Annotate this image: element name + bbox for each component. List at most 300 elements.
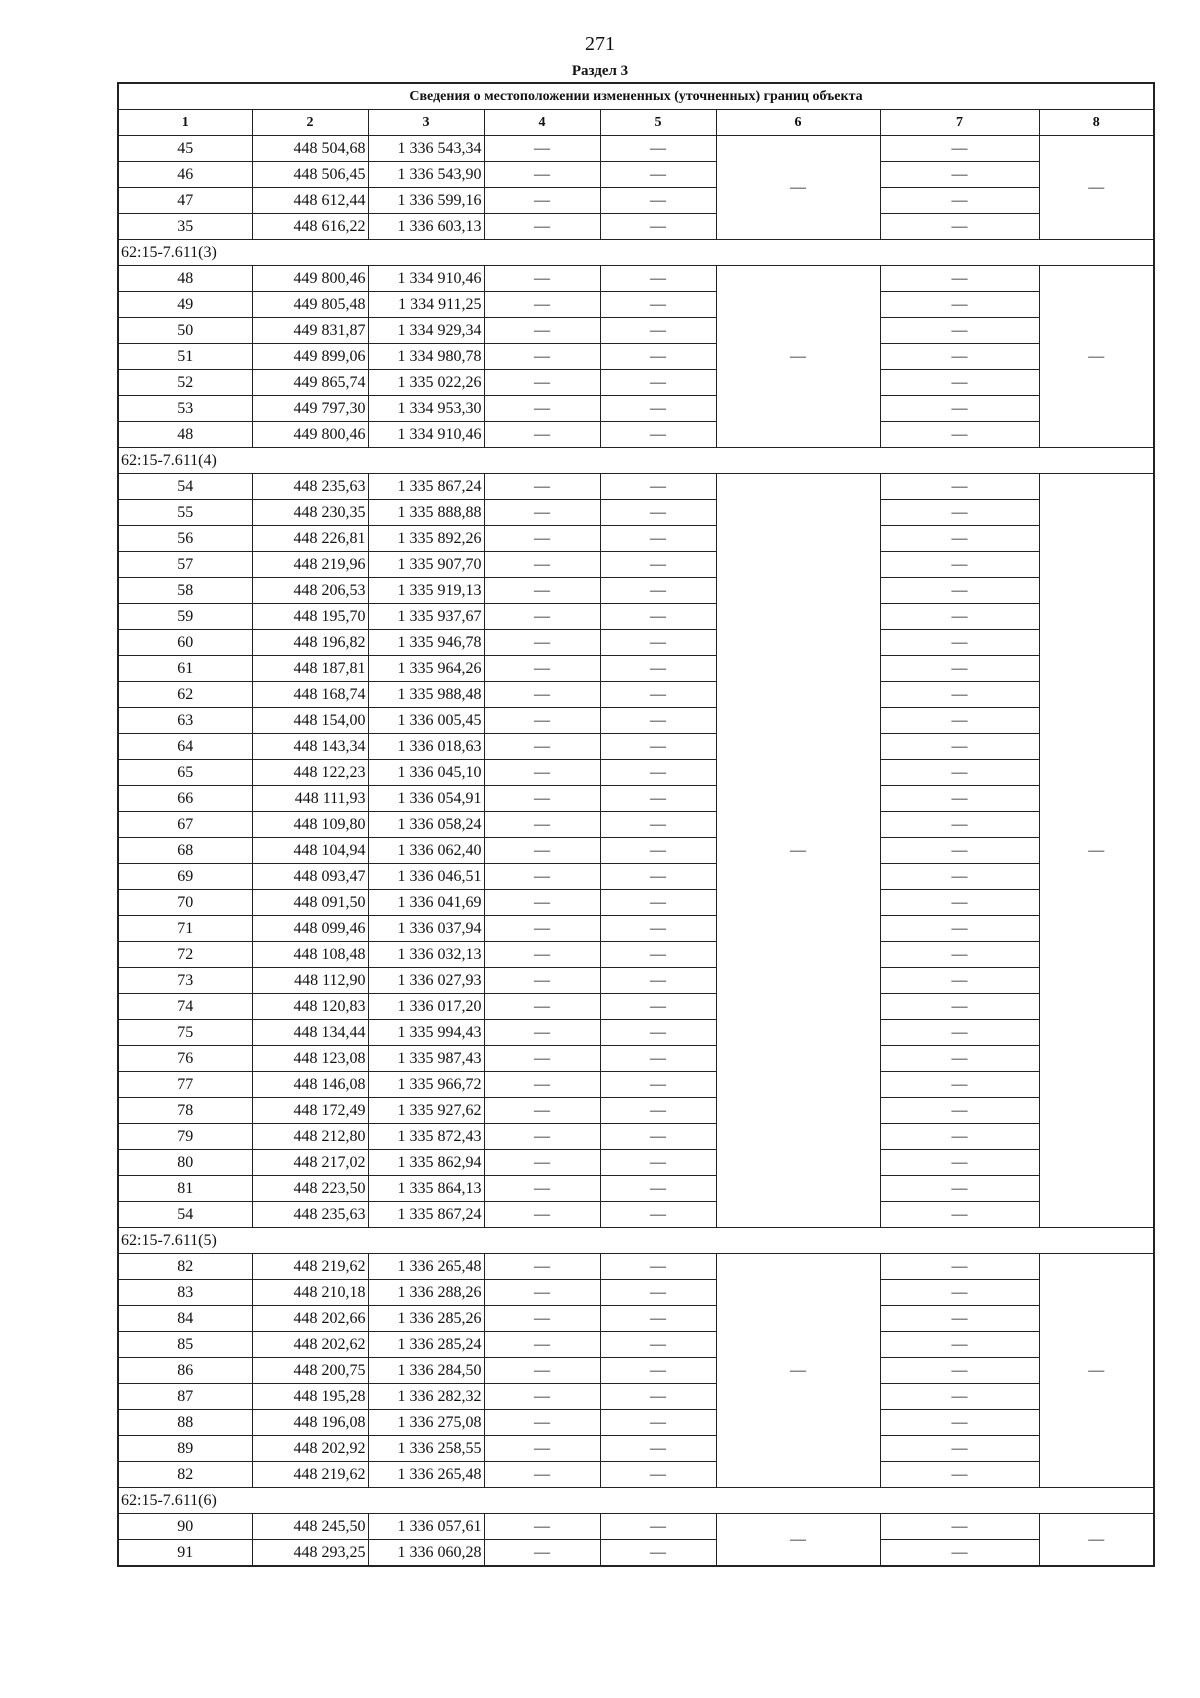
y-coordinate-cell: 1 336 045,10 <box>368 760 484 786</box>
point-number-cell: 57 <box>118 552 252 578</box>
point-number-cell: 52 <box>118 370 252 396</box>
y-coordinate-cell: 1 336 285,24 <box>368 1332 484 1358</box>
y-coordinate-cell: 1 336 265,48 <box>368 1254 484 1280</box>
dash-cell: — <box>484 526 600 552</box>
dash-cell: — <box>600 1332 716 1358</box>
x-coordinate-cell: 448 293,25 <box>252 1540 368 1567</box>
table-row <box>118 786 1154 812</box>
x-coordinate-cell: 449 797,30 <box>252 396 368 422</box>
dash-cell: — <box>484 1072 600 1098</box>
dash-cell: — <box>484 604 600 630</box>
table-row <box>118 500 1154 526</box>
dash-cell: — <box>880 890 1039 916</box>
y-coordinate-cell: 1 335 867,24 <box>368 474 484 500</box>
dash-cell: — <box>880 1280 1039 1306</box>
dash-cell: — <box>880 1384 1039 1410</box>
x-coordinate-cell: 448 104,94 <box>252 838 368 864</box>
dash-cell: — <box>600 1124 716 1150</box>
x-coordinate-cell: 448 202,66 <box>252 1306 368 1332</box>
table-row <box>118 1410 1154 1436</box>
dash-cell: — <box>484 266 600 292</box>
point-number-cell: 82 <box>118 1462 252 1488</box>
dash-cell: — <box>880 266 1039 292</box>
column-header: 6 <box>716 110 880 136</box>
dash-cell: — <box>880 292 1039 318</box>
dash-cell: — <box>484 1358 600 1384</box>
y-coordinate-cell: 1 335 888,88 <box>368 500 484 526</box>
y-coordinate-cell: 1 336 265,48 <box>368 1462 484 1488</box>
dash-cell: — <box>880 578 1039 604</box>
x-coordinate-cell: 448 143,34 <box>252 734 368 760</box>
x-coordinate-cell: 448 210,18 <box>252 1280 368 1306</box>
point-number-cell: 74 <box>118 994 252 1020</box>
column-header: 2 <box>252 110 368 136</box>
dash-cell: — <box>484 318 600 344</box>
y-coordinate-cell: 1 335 988,48 <box>368 682 484 708</box>
x-coordinate-cell: 448 093,47 <box>252 864 368 890</box>
dash-cell: — <box>880 1124 1039 1150</box>
dash-cell: — <box>484 968 600 994</box>
x-coordinate-cell: 449 831,87 <box>252 318 368 344</box>
dash-cell: — <box>880 1410 1039 1436</box>
point-number-cell: 83 <box>118 1280 252 1306</box>
table-row <box>118 1358 1154 1384</box>
y-coordinate-cell: 1 335 946,78 <box>368 630 484 656</box>
y-coordinate-cell: 1 335 987,43 <box>368 1046 484 1072</box>
y-coordinate-cell: 1 336 027,93 <box>368 968 484 994</box>
dash-cell: — <box>484 578 600 604</box>
dash-cell: — <box>880 630 1039 656</box>
dash-cell: — <box>484 1280 600 1306</box>
dash-cell: — <box>600 812 716 838</box>
point-number-cell: 60 <box>118 630 252 656</box>
dash-cell: — <box>484 656 600 682</box>
y-coordinate-cell: 1 336 005,45 <box>368 708 484 734</box>
point-number-cell: 45 <box>118 136 252 162</box>
point-number-cell: 61 <box>118 656 252 682</box>
table-row <box>118 1462 1154 1488</box>
table-row <box>118 1124 1154 1150</box>
dash-cell: — <box>600 1358 716 1384</box>
table-row <box>118 578 1154 604</box>
y-coordinate-cell: 1 336 062,40 <box>368 838 484 864</box>
y-coordinate-cell: 1 335 964,26 <box>368 656 484 682</box>
dash-cell: — <box>484 1306 600 1332</box>
dash-cell: — <box>600 968 716 994</box>
y-coordinate-cell: 1 335 867,24 <box>368 1202 484 1228</box>
point-number-cell: 48 <box>118 266 252 292</box>
table-body <box>118 136 1154 1567</box>
y-coordinate-cell: 1 335 994,43 <box>368 1020 484 1046</box>
table-row <box>118 1514 1154 1540</box>
dash-cell: — <box>880 812 1039 838</box>
dash-cell: — <box>600 1046 716 1072</box>
y-coordinate-cell: 1 336 057,61 <box>368 1514 484 1540</box>
x-coordinate-cell: 448 122,23 <box>252 760 368 786</box>
table-caption: Сведения о местоположении измененных (уточненных) границ объекта <box>118 83 1154 110</box>
table-row <box>118 630 1154 656</box>
y-coordinate-cell: 1 336 599,16 <box>368 188 484 214</box>
point-number-cell: 47 <box>118 188 252 214</box>
dash-cell: — <box>880 136 1039 162</box>
dash-cell: — <box>600 1202 716 1228</box>
dash-cell: — <box>880 344 1039 370</box>
dash-cell: — <box>880 656 1039 682</box>
dash-cell: — <box>484 916 600 942</box>
dash-cell: — <box>880 916 1039 942</box>
point-number-cell: 80 <box>118 1150 252 1176</box>
dash-cell: — <box>484 760 600 786</box>
dash-cell: — <box>484 682 600 708</box>
dash-cell: — <box>484 552 600 578</box>
coordinates-table <box>117 82 1155 1567</box>
x-coordinate-cell: 448 226,81 <box>252 526 368 552</box>
dash-cell: — <box>880 968 1039 994</box>
point-number-cell: 54 <box>118 474 252 500</box>
dash-cell: — <box>600 396 716 422</box>
dash-cell: — <box>600 526 716 552</box>
dash-cell: — <box>880 604 1039 630</box>
merged-dash-cell: — <box>716 474 880 1228</box>
table-row <box>118 734 1154 760</box>
dash-cell: — <box>484 1332 600 1358</box>
column-header: 8 <box>1039 110 1154 136</box>
table-row <box>118 1202 1154 1228</box>
parcel-group-row <box>118 1488 1154 1514</box>
point-number-cell: 56 <box>118 526 252 552</box>
dash-cell: — <box>484 864 600 890</box>
dash-cell: — <box>484 1514 600 1540</box>
dash-cell: — <box>600 786 716 812</box>
dash-cell: — <box>600 1436 716 1462</box>
y-coordinate-cell: 1 336 288,26 <box>368 1280 484 1306</box>
dash-cell: — <box>880 1254 1039 1280</box>
table-row <box>118 604 1154 630</box>
parcel-group-row <box>118 240 1154 266</box>
dash-cell: — <box>484 812 600 838</box>
dash-cell: — <box>484 162 600 188</box>
table-row <box>118 864 1154 890</box>
dash-cell: — <box>880 838 1039 864</box>
dash-cell: — <box>484 838 600 864</box>
x-coordinate-cell: 448 219,96 <box>252 552 368 578</box>
y-coordinate-cell: 1 336 284,50 <box>368 1358 484 1384</box>
dash-cell: — <box>600 552 716 578</box>
dash-cell: — <box>880 188 1039 214</box>
y-coordinate-cell: 1 336 058,24 <box>368 812 484 838</box>
point-number-cell: 84 <box>118 1306 252 1332</box>
table-row <box>118 1254 1154 1280</box>
y-coordinate-cell: 1 336 275,08 <box>368 1410 484 1436</box>
x-coordinate-cell: 448 612,44 <box>252 188 368 214</box>
point-number-cell: 53 <box>118 396 252 422</box>
table-row <box>118 760 1154 786</box>
column-header: 4 <box>484 110 600 136</box>
dash-cell: — <box>484 474 600 500</box>
dash-cell: — <box>484 1410 600 1436</box>
table-row <box>118 1020 1154 1046</box>
point-number-cell: 35 <box>118 214 252 240</box>
dash-cell: — <box>600 162 716 188</box>
merged-dash-cell: — <box>1039 266 1154 448</box>
table-row <box>118 318 1154 344</box>
dash-cell: — <box>600 942 716 968</box>
x-coordinate-cell: 448 168,74 <box>252 682 368 708</box>
dash-cell: — <box>600 916 716 942</box>
dash-cell: — <box>600 188 716 214</box>
x-coordinate-cell: 448 195,28 <box>252 1384 368 1410</box>
dash-cell: — <box>880 318 1039 344</box>
table-row <box>118 1176 1154 1202</box>
dash-cell: — <box>880 1150 1039 1176</box>
dash-cell: — <box>880 162 1039 188</box>
dash-cell: — <box>880 1540 1039 1567</box>
dash-cell: — <box>880 760 1039 786</box>
table-row <box>118 942 1154 968</box>
y-coordinate-cell: 1 334 910,46 <box>368 266 484 292</box>
x-coordinate-cell: 448 202,92 <box>252 1436 368 1462</box>
merged-dash-cell: — <box>1039 474 1154 1228</box>
dash-cell: — <box>600 1020 716 1046</box>
table-row <box>118 890 1154 916</box>
table-row <box>118 162 1154 188</box>
point-number-cell: 85 <box>118 1332 252 1358</box>
point-number-cell: 59 <box>118 604 252 630</box>
dash-cell: — <box>484 1124 600 1150</box>
x-coordinate-cell: 449 899,06 <box>252 344 368 370</box>
y-coordinate-cell: 1 335 862,94 <box>368 1150 484 1176</box>
dash-cell: — <box>484 1176 600 1202</box>
table-row <box>118 552 1154 578</box>
dash-cell: — <box>600 318 716 344</box>
point-number-cell: 79 <box>118 1124 252 1150</box>
dash-cell: — <box>880 474 1039 500</box>
table-row <box>118 214 1154 240</box>
dash-cell: — <box>880 1514 1039 1540</box>
dash-cell: — <box>880 1462 1039 1488</box>
x-coordinate-cell: 448 154,00 <box>252 708 368 734</box>
dash-cell: — <box>600 214 716 240</box>
dash-cell: — <box>600 682 716 708</box>
x-coordinate-cell: 448 219,62 <box>252 1254 368 1280</box>
y-coordinate-cell: 1 336 046,51 <box>368 864 484 890</box>
dash-cell: — <box>484 630 600 656</box>
point-number-cell: 62 <box>118 682 252 708</box>
dash-cell: — <box>880 396 1039 422</box>
y-coordinate-cell: 1 336 282,32 <box>368 1384 484 1410</box>
y-coordinate-cell: 1 334 911,25 <box>368 292 484 318</box>
dash-cell: — <box>880 1020 1039 1046</box>
point-number-cell: 86 <box>118 1358 252 1384</box>
dash-cell: — <box>600 578 716 604</box>
x-coordinate-cell: 448 146,08 <box>252 1072 368 1098</box>
x-coordinate-cell: 448 196,82 <box>252 630 368 656</box>
dash-cell: — <box>600 604 716 630</box>
point-number-cell: 68 <box>118 838 252 864</box>
y-coordinate-cell: 1 336 054,91 <box>368 786 484 812</box>
dash-cell: — <box>880 1358 1039 1384</box>
x-coordinate-cell: 448 212,80 <box>252 1124 368 1150</box>
x-coordinate-cell: 448 230,35 <box>252 500 368 526</box>
point-number-cell: 65 <box>118 760 252 786</box>
y-coordinate-cell: 1 336 060,28 <box>368 1540 484 1567</box>
y-coordinate-cell: 1 335 937,67 <box>368 604 484 630</box>
dash-cell: — <box>600 1280 716 1306</box>
x-coordinate-cell: 448 196,08 <box>252 1410 368 1436</box>
table-row <box>118 812 1154 838</box>
dash-cell: — <box>880 708 1039 734</box>
point-number-cell: 77 <box>118 1072 252 1098</box>
x-coordinate-cell: 448 123,08 <box>252 1046 368 1072</box>
merged-dash-cell: — <box>716 1254 880 1488</box>
x-coordinate-cell: 448 120,83 <box>252 994 368 1020</box>
dash-cell: — <box>880 214 1039 240</box>
x-coordinate-cell: 448 217,02 <box>252 1150 368 1176</box>
point-number-cell: 82 <box>118 1254 252 1280</box>
dash-cell: — <box>600 136 716 162</box>
merged-dash-cell: — <box>716 1514 880 1567</box>
dash-cell: — <box>880 1098 1039 1124</box>
y-coordinate-cell: 1 334 953,30 <box>368 396 484 422</box>
column-header: 7 <box>880 110 1039 136</box>
column-header: 5 <box>600 110 716 136</box>
dash-cell: — <box>600 890 716 916</box>
dash-cell: — <box>600 1176 716 1202</box>
x-coordinate-cell: 448 223,50 <box>252 1176 368 1202</box>
y-coordinate-cell: 1 334 910,46 <box>368 422 484 448</box>
point-number-cell: 81 <box>118 1176 252 1202</box>
dash-cell: — <box>484 344 600 370</box>
dash-cell: — <box>484 1462 600 1488</box>
y-coordinate-cell: 1 336 543,90 <box>368 162 484 188</box>
parcel-label: 62:15-7.611(3) <box>118 240 1154 266</box>
dash-cell: — <box>600 864 716 890</box>
dash-cell: — <box>880 682 1039 708</box>
table-row <box>118 1332 1154 1358</box>
column-header-row <box>118 110 1154 136</box>
dash-cell: — <box>600 630 716 656</box>
dash-cell: — <box>484 1098 600 1124</box>
table-row <box>118 1150 1154 1176</box>
table-row <box>118 682 1154 708</box>
point-number-cell: 63 <box>118 708 252 734</box>
x-coordinate-cell: 448 616,22 <box>252 214 368 240</box>
dash-cell: — <box>600 1254 716 1280</box>
merged-dash-cell: — <box>1039 1254 1154 1488</box>
y-coordinate-cell: 1 335 966,72 <box>368 1072 484 1098</box>
dash-cell: — <box>880 1436 1039 1462</box>
point-number-cell: 75 <box>118 1020 252 1046</box>
parcel-group-row <box>118 1228 1154 1254</box>
x-coordinate-cell: 449 805,48 <box>252 292 368 318</box>
dash-cell: — <box>484 1384 600 1410</box>
dash-cell: — <box>484 214 600 240</box>
x-coordinate-cell: 448 206,53 <box>252 578 368 604</box>
dash-cell: — <box>484 786 600 812</box>
point-number-cell: 91 <box>118 1540 252 1567</box>
dash-cell: — <box>600 994 716 1020</box>
dash-cell: — <box>484 422 600 448</box>
dash-cell: — <box>600 370 716 396</box>
point-number-cell: 54 <box>118 1202 252 1228</box>
y-coordinate-cell: 1 336 032,13 <box>368 942 484 968</box>
dash-cell: — <box>880 786 1039 812</box>
dash-cell: — <box>600 1306 716 1332</box>
table-row <box>118 370 1154 396</box>
column-header: 3 <box>368 110 484 136</box>
dash-cell: — <box>484 1540 600 1567</box>
dash-cell: — <box>600 760 716 786</box>
x-coordinate-cell: 448 235,63 <box>252 1202 368 1228</box>
dash-cell: — <box>600 734 716 760</box>
dash-cell: — <box>600 474 716 500</box>
dash-cell: — <box>484 1150 600 1176</box>
x-coordinate-cell: 448 112,90 <box>252 968 368 994</box>
table-row <box>118 188 1154 214</box>
point-number-cell: 88 <box>118 1410 252 1436</box>
x-coordinate-cell: 448 111,93 <box>252 786 368 812</box>
x-coordinate-cell: 448 200,75 <box>252 1358 368 1384</box>
table-row <box>118 656 1154 682</box>
dash-cell: — <box>880 526 1039 552</box>
table-row <box>118 1280 1154 1306</box>
dash-cell: — <box>484 1020 600 1046</box>
x-coordinate-cell: 448 172,49 <box>252 1098 368 1124</box>
x-coordinate-cell: 448 202,62 <box>252 1332 368 1358</box>
dash-cell: — <box>880 1332 1039 1358</box>
x-coordinate-cell: 448 099,46 <box>252 916 368 942</box>
y-coordinate-cell: 1 335 864,13 <box>368 1176 484 1202</box>
table-row <box>118 968 1154 994</box>
dash-cell: — <box>484 1202 600 1228</box>
point-number-cell: 89 <box>118 1436 252 1462</box>
x-coordinate-cell: 448 235,63 <box>252 474 368 500</box>
table-row <box>118 1046 1154 1072</box>
dash-cell: — <box>484 292 600 318</box>
table-row <box>118 1072 1154 1098</box>
y-coordinate-cell: 1 335 892,26 <box>368 526 484 552</box>
y-coordinate-cell: 1 336 037,94 <box>368 916 484 942</box>
dash-cell: — <box>600 838 716 864</box>
dash-cell: — <box>600 1150 716 1176</box>
table-row <box>118 708 1154 734</box>
point-number-cell: 70 <box>118 890 252 916</box>
table-row <box>118 994 1154 1020</box>
y-coordinate-cell: 1 336 603,13 <box>368 214 484 240</box>
dash-cell: — <box>880 1202 1039 1228</box>
point-number-cell: 87 <box>118 1384 252 1410</box>
x-coordinate-cell: 448 219,62 <box>252 1462 368 1488</box>
y-coordinate-cell: 1 336 017,20 <box>368 994 484 1020</box>
x-coordinate-cell: 448 195,70 <box>252 604 368 630</box>
x-coordinate-cell: 448 109,80 <box>252 812 368 838</box>
dash-cell: — <box>880 864 1039 890</box>
dash-cell: — <box>880 942 1039 968</box>
table-row <box>118 266 1154 292</box>
merged-dash-cell: — <box>716 266 880 448</box>
column-header: 1 <box>118 110 252 136</box>
dash-cell: — <box>484 1046 600 1072</box>
dash-cell: — <box>600 1410 716 1436</box>
parcel-label: 62:15-7.611(6) <box>118 1488 1154 1514</box>
dash-cell: — <box>880 1046 1039 1072</box>
point-number-cell: 64 <box>118 734 252 760</box>
table-row <box>118 474 1154 500</box>
parcel-group-row <box>118 448 1154 474</box>
y-coordinate-cell: 1 336 285,26 <box>368 1306 484 1332</box>
point-number-cell: 50 <box>118 318 252 344</box>
dash-cell: — <box>484 942 600 968</box>
